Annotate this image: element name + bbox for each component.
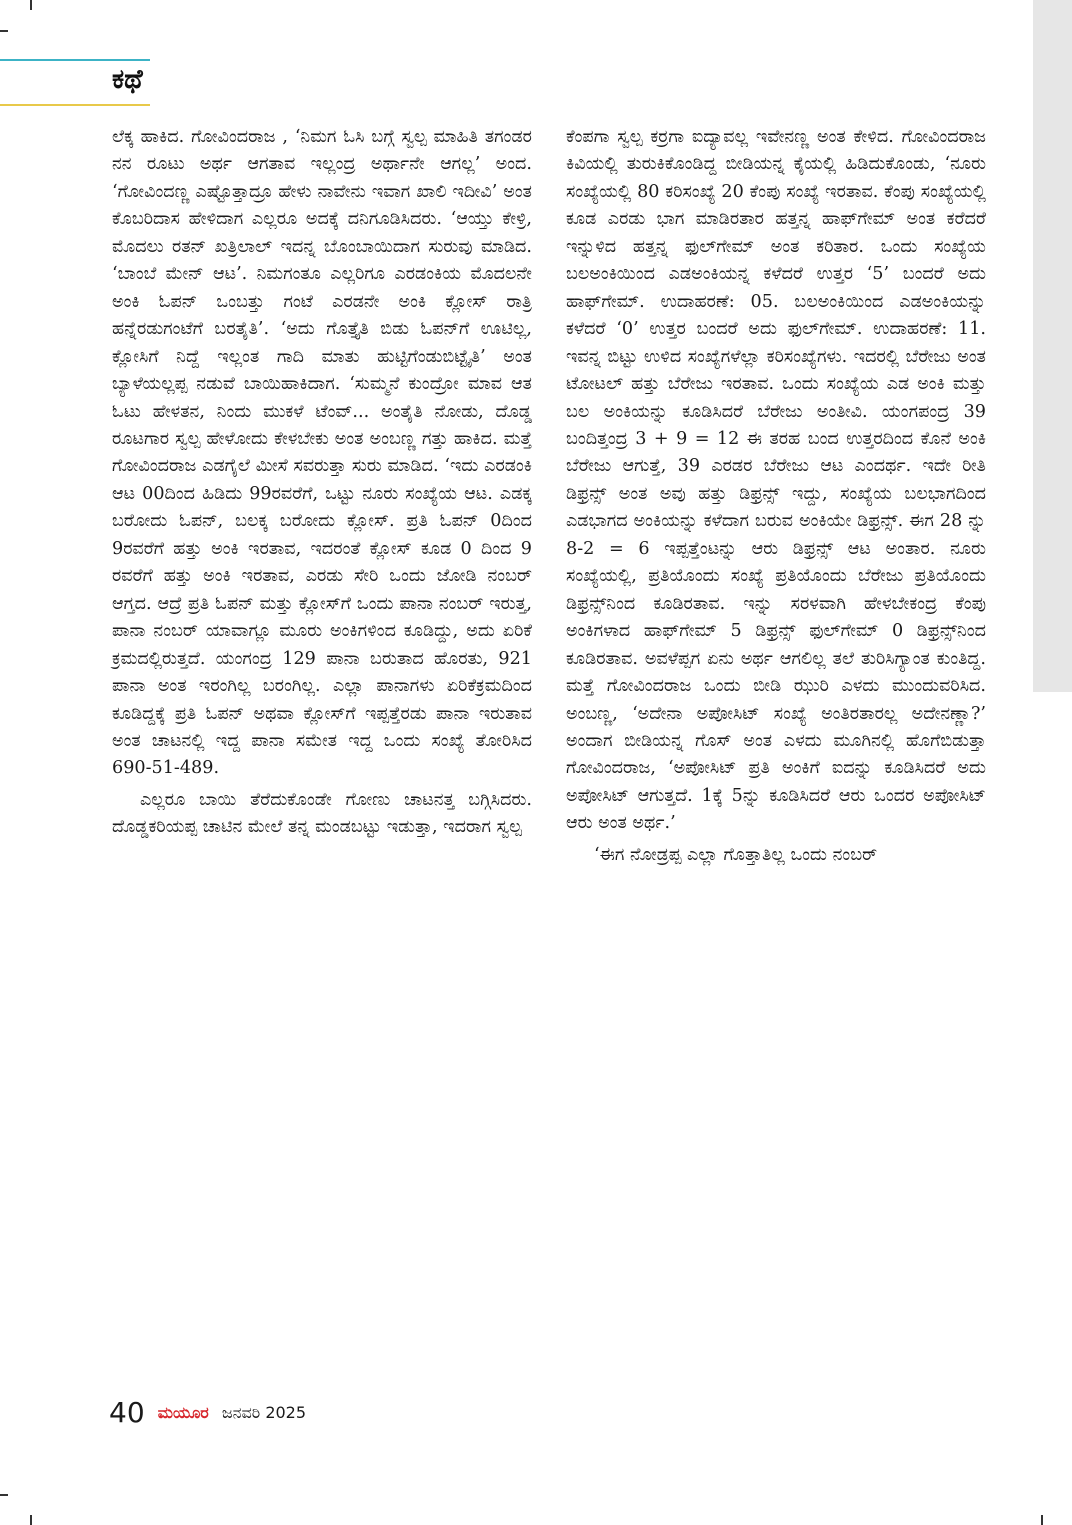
side-thumb-tab xyxy=(1033,0,1072,692)
article-column-right xyxy=(566,124,986,869)
magazine-logo: ಮಯೂರ xyxy=(157,1402,209,1422)
page-footer xyxy=(109,1396,306,1429)
paragraph: ‘ಈಗ ನೋಡ್ರಪ್ಪ ಎಲ್ಲಾ ಗೊತ್ತಾತಿಲ್ಲ ಒಂದು ನಂಬರ್ xyxy=(594,844,878,865)
page-number: 40 xyxy=(109,1396,145,1429)
section-rule-top xyxy=(0,59,150,61)
issue-date: ಜನವರಿ 2025 xyxy=(221,1402,307,1422)
crop-mark xyxy=(30,0,32,10)
crop-mark xyxy=(0,1494,8,1496)
section-title: ಕಥೆ xyxy=(112,64,143,95)
paragraph: ಎಲ್ಲರೂ ಬಾಯಿ ತೆರೆದುಕೊಂಡೇ ಗೋಣು ಚಾಟನತ್ತ ಬಗ್ಗಿಸಿದರು. ದೊಡ್ಡಕರಿಯಪ್ಪ ಚಾಟಿನ ಮೇಲೆ ತನ್ನ ಮಂಡಬಟ್ಟು ಇಡುತ್ತಾ, ಇದರಾಗ ಸ್ವಲ್ಪ xyxy=(112,789,532,838)
paragraph: ಕೆಂಪಗಾ ಸ್ವಲ್ಪ ಕರ್‍ರಗಾ ಐದ್ಯಾವಲ್ಲ ಇವೇನಣ್ಣ ಅಂತ ಕೇಳಿದ. ಗೋವಿಂದರಾಜ ಕಿವಿಯಲ್ಲಿ ತುರುಕಿಕೊಂಡಿದ್ದ ಬೀಡಿಯನ್ನ ಕೈಯಲ್ಲಿ ಹಿಡಿದುಕೊಂಡು, ‘ನೂರು ಸಂಖ್ಯೆಯಲ್ಲಿ 80 ಕರಿಸಂಖ್ಯೆ 20 ಕೆಂಪು ಸಂಖ್ಯೆ ಇರತಾವ. ಕೆಂಪು ಸಂಖ್ಯೆಯಲ್ಲಿ ಕೂಡ ಎರಡು ಭಾಗ ಮಾಡಿರತಾರ ಹತ್ತನ್ನ ಹಾಫ್‌ಗೇಮ್ ಅಂತ ಕರೆದರೆ ಇನ್ನುಳಿದ ಹತ್ತನ್ನ ಫುಲ್‌ಗೇಮ್ ಅಂತ ಕರಿತಾರ. ಒಂದು ಸಂಖ್ಯೆಯ ಬಲಅಂಕಿಯಿಂದ ಎಡಅಂಕಿಯನ್ನ ಕಳೆದರೆ ಉತ್ತರ ‘5’ ಬಂದರೆ ಅದು ಹಾಫ್‌ಗೇಮ್. ಉದಾಹರಣೆ: 05. ಬಲಅಂಕಿಯಿಂದ ಎಡಅಂಕಿಯನ್ನು ಕಳೆದರೆ ‘0’ ಉತ್ತರ ಬಂದರೆ ಅದು ಫುಲ್‌ಗೇಮ್. ಉದಾಹರಣೆ: 11. ಇವನ್ನ ಬಿಟ್ಟು ಉಳಿದ ಸಂಖ್ಯೆಗಳೆಲ್ಲಾ ಕರಿಸಂಖ್ಯೆಗಳು. ಇದರಲ್ಲಿ ಬೆರೇಜು ಅಂತ ಟೋಟಲ್ ಹತ್ತು ಬೆರೇಜು ಇರತಾವ. ಒಂದು ಸಂಖ್ಯೆಯ ಎಡ ಅಂಕಿ ಮತ್ತು ಬಲ ಅಂಕಿಯನ್ನು ಕೂಡಿಸಿದರೆ ಬೆರೇಜು ಅಂತೀವಿ. ಯಂಗಪಂದ್ರ 39 ಬಂದಿತ್ತಂದ್ರ 3 + 9 = 12 ಈ ತರಹ ಬಂದ ಉತ್ತರದಿಂದ ಕೊನೆ ಅಂಕಿ ಬೆರೇಜು ಆಗುತ್ತೆ, 39 ಎರಡರ ಬೆರೇಜು ಆಟ ಎಂದರ್ಥ. ಇದೇ ರೀತಿ ಡಿಫ್ರನ್ಸ್ ಅಂತ ಅವು ಹತ್ತು ಡಿಫ್ರನ್ಸ್ ಇದ್ದು, ಸಂಖ್ಯೆಯ ಬಲಭಾಗದಿಂದ ಎಡಭಾಗದ ಅಂಕಿಯನ್ನು ಕಳೆದಾಗ ಬರುವ ಅಂಕಿಯೇ ಡಿಫ್ರನ್ಸ್. ಈಗ 28 ನ್ನು 8-2 = 6 ಇಪ್ಪತ್ತೆಂಟನ್ನು ಆರು ಡಿಫ್ರನ್ಸ್ ಆಟ ಅಂತಾರ. ನೂರು ಸಂಖ್ಯೆಯಲ್ಲಿ, ಪ್ರತಿಯೊಂದು ಸಂಖ್ಯೆ ಪ್ರತಿಯೊಂದು ಬೆರೇಜು ಪ್ರತಿಯೊಂದು ಡಿಫ್ರನ್ಸ್‌ನಿಂದ ಕೂಡಿರತಾವ. ಇನ್ನು ಸರಳವಾಗಿ ಹೇಳಬೇಕಂದ್ರ ಕೆಂಪು ಅಂಕಿಗಳಾದ ಹಾಫ್‌ಗೇಮ್ 5 ಡಿಫ್ರನ್ಸ್ ಫುಲ್‌ಗೇಮ್ 0 ಡಿಫ್ರನ್ಸ್‌ನಿಂದ ಕೂಡಿರತಾವ. ಅವಳೆಪ್ಪಗ ಏನು ಅರ್ಥ ಆಗಲಿಲ್ಲ ತಲೆ ತುರಿಸಿಗ್ಯಾಂತ ಕುಂತಿದ್ದ. ಮತ್ತೆ ಗೋವಿಂದರಾಜ ಒಂದು ಬೀಡಿ ಝುರಿ ಎಳದು ಮುಂದುವರಿಸಿದ. ಅಂಬಣ್ಣ, ‘ಅದೇನಾ ಅಪೋಸಿಟ್ ಸಂಖ್ಯೆ ಅಂತಿರತಾರಲ್ಲ ಅದೇನಣ್ಣಾ?’ ಅಂದಾಗ ಬೀಡಿಯನ್ನ ಗೊಸ್ ಅಂತ ಎಳದು ಮೂಗಿನಲ್ಲಿ ಹೊಗೆಬಿಡುತ್ತಾ ಗೋವಿಂದರಾಜ, ‘ಅಪೋಸಿಟ್ ಪ್ರತಿ ಅಂಕಿಗೆ ಐದನ್ನು ಕೂಡಿಸಿದರೆ ಅದು ಅಪೋಸಿಟ್ ಆಗುತ್ತದೆ. 1ಕ್ಕೆ 5ನ್ನು ಕೂಡಿಸಿದರೆ ಆರು ಒಂದರ ಅಪೋಸಿಟ್ ಆರು ಅಂತ ಅರ್ಥ.’ xyxy=(566,127,986,834)
crop-mark xyxy=(1041,1515,1043,1525)
article-column-left xyxy=(112,124,532,842)
paragraph: ಲೆಕ್ಕ ಹಾಕಿದ. ಗೋವಿಂದರಾಜ , ‘ನಿಮಗ ಓಸಿ ಬಗ್ಗೆ ಸ್ವಲ್ಪ ಮಾಹಿತಿ ತಗಂಡರ ನನ ರೂಟು ಅರ್ಥ ಆಗತಾವ ಇಲ್ಲಂದ್ರ ಅರ್ಥಾನೇ ಆಗಲ್ಲ’ ಅಂದ. ‘ಗೋವಿಂದಣ್ಣ ಎಷ್ಟೊತ್ತಾದ್ರೂ ಹೇಳು ನಾವೇನು ಇವಾಗ ಖಾಲಿ ಇದೀವಿ’ ಅಂತ ಕೊಬರಿದಾಸ ಹೇಳಿದಾಗ ಎಲ್ಲರೂ ಅದಕ್ಕೆ ದನಿಗೂಡಿಸಿದರು. ‘ಆಯ್ತು ಕೇಳ್ರಿ, ಮೊದಲು ರತನ್ ಖತ್ರಿಲಾಲ್ ಇದನ್ನ ಬೊಂಬಾಯಿದಾಗ ಸುರುವು ಮಾಡಿದ. ‘ಬಾಂಬೆ ಮೇನ್ ಆಟ’. ನಿಮಗಂತೂ ಎಲ್ಲರಿಗೂ ಎರಡಂಕಿಯ ಮೊದಲನೇ ಅಂಕಿ ಓಪನ್ ಒಂಬತ್ತು ಗಂಟೆ ಎರಡನೇ ಅಂಕಿ ಕ್ಲೋಸ್ ರಾತ್ರಿ ಹನ್ನೆರಡುಗಂಟೆಗೆ ಬರತೈತಿ’. ‘ಅದು ಗೊತ್ತೈತಿ ಬಿಡು ಓಪನ್‌ಗೆ ಊಟಿಲ್ಲ, ಕ್ಲೋಸಿಗೆ ನಿದ್ದೆ ಇಲ್ಲಂತ ಗಾದಿ ಮಾತು ಹುಟ್ಟಿಗೆಂಡುಬಿಟ್ಟೈತಿ’ ಅಂತ ಬ್ಯಾಳೆಯಲ್ಲಪ್ಪ ನಡುವೆ ಬಾಯಿಹಾಕಿದಾಗ. ‘ಸುಮ್ಮನೆ ಕುಂದ್ರೋ ಮಾವ ಆತ ಓಟು ಹೇಳತನ, ನಿಂದು ಮುಕಳೆ ಟೆಂವ್... ಅಂತೈತಿ ನೋಡು, ದೊಡ್ಡ ರೂಟಗಾರ ಸ್ವಲ್ಪ ಹೇಳೋದು ಕೇಳಬೇಕು ಅಂತ ಅಂಬಣ್ಣ ಗತ್ತು ಹಾಕಿದ. ಮತ್ತೆ ಗೋವಿಂದರಾಜ ಎಡಗೈಲೆ ಮೀಸೆ ಸವರುತ್ತಾ ಸುರು ಮಾಡಿದ. ‘ಇದು ಎರಡಂಕಿ ಆಟ 00ದಿಂದ ಹಿಡಿದು 99ರವರೆಗೆ, ಒಟ್ಟು ನೂರು ಸಂಖ್ಯೆಯ ಆಟ. ಎಡಕ್ಕ ಬರೋದು ಓಪನ್, ಬಲಕ್ಕ ಬರೋದು ಕ್ಲೋಸ್. ಪ್ರತಿ ಓಪನ್ 0ದಿಂದ 9ರವರೆಗೆ ಹತ್ತು ಅಂಕಿ ಇರತಾವ, ಇದರಂತೆ ಕ್ಲೋಸ್ ಕೂಡ 0 ದಿಂದ 9 ರವರೆಗೆ ಹತ್ತು ಅಂಕಿ ಇರತಾವ, ಎರಡು ಸೇರಿ ಒಂದು ಜೋಡಿ ನಂಬರ್ ಆಗ್ತದ. ಆದ್ರೆ ಪ್ರತಿ ಓಪನ್ ಮತ್ತು ಕ್ಲೋಸ್‌ಗೆ ಒಂದು ಪಾನಾ ನಂಬರ್ ಇರುತ್ತ, ಪಾನಾ ನಂಬರ್ ಯಾವಾಗ್ಲೂ ಮೂರು ಅಂಕಿಗಳಿಂದ ಕೂಡಿದ್ದು, ಅದು ಏರಿಕೆ ಕ್ರಮದಲ್ಲಿರುತ್ತದೆ. ಯಂಗಂದ್ರ 129 ಪಾನಾ ಬರುತಾದ ಹೊರತು, 921 ಪಾನಾ ಅಂತ ಇರಂಗಿಲ್ಲ ಬರಂಗಿಲ್ಲ. ಎಲ್ಲಾ ಪಾನಾಗಳು ಏರಿಕೆಕ್ರಮದಿಂದ ಕೂಡಿದ್ದಕ್ಕೆ ಪ್ರತಿ ಓಪನ್ ಅಥವಾ ಕ್ಲೋಸ್‌ಗೆ ಇಪ್ಪತ್ತೆರಡು ಪಾನಾ ಇರುತಾವ ಅಂತ ಚಾಟನಲ್ಲಿ ಇದ್ದ ಪಾನಾ ಸಮೇತ ಇದ್ದ ಒಂದು ಸಂಖ್ಯೆ ತೋರಿಸಿದ 690-51-489. xyxy=(112,127,532,779)
crop-mark xyxy=(0,30,8,32)
crop-mark xyxy=(30,1515,32,1525)
section-rule-bottom xyxy=(0,104,150,106)
